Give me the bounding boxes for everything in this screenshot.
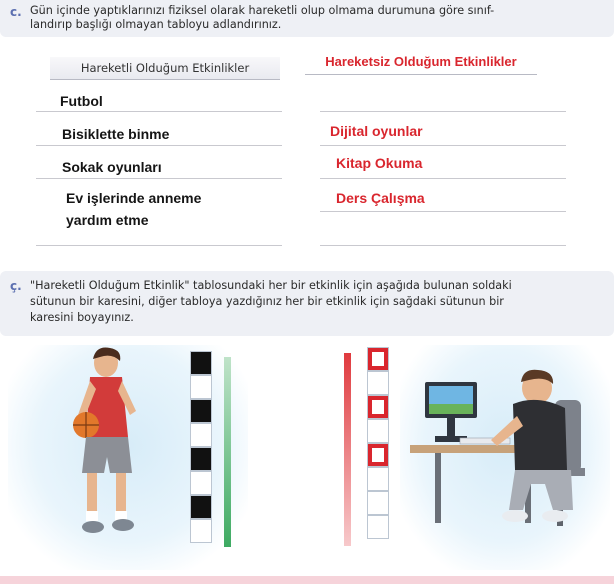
left-row-line xyxy=(36,111,282,112)
right-row-line xyxy=(320,245,566,246)
left-item-futbol: Futbol xyxy=(60,93,103,109)
next-section-strip xyxy=(0,576,614,584)
painted-square xyxy=(368,396,388,418)
left-item-sokak-oyunlari: Sokak oyunları xyxy=(62,159,162,175)
painted-square xyxy=(191,496,211,518)
boy-dribbling-basketball-icon xyxy=(60,345,170,545)
section-cc-instruction xyxy=(30,278,605,326)
section-cc-instruction-line: karesini boyayınız. xyxy=(30,311,134,324)
section-c-badge: c. xyxy=(10,5,22,19)
right-column-square[interactable] xyxy=(367,515,389,539)
painted-square xyxy=(191,400,211,422)
left-row-line xyxy=(36,178,282,179)
left-table-header: Hareketli Olduğum Etkinlikler xyxy=(50,57,280,80)
left-activity-column xyxy=(190,351,212,546)
right-row-line xyxy=(320,178,566,179)
right-column-square[interactable] xyxy=(367,491,389,515)
right-column-square[interactable] xyxy=(367,467,389,491)
left-item-ev-isleri-line2: yardım etme xyxy=(66,212,149,228)
right-row-line xyxy=(320,145,566,146)
section-c-instruction xyxy=(30,4,605,32)
painted-square xyxy=(191,352,211,374)
painted-square xyxy=(191,448,211,470)
right-table-header: Hareketsiz Olduğum Etkinlikler xyxy=(305,52,537,75)
section-cc-instruction-line: sütunun bir karesini, diğer tabloya yazdığınız her bir etkinlik için sağdaki sütunun bir xyxy=(30,295,504,308)
right-row-line xyxy=(320,111,566,112)
green-meter-bar xyxy=(224,357,231,547)
right-item-ders-calisma: Ders Çalışma xyxy=(336,190,425,206)
left-column-square[interactable] xyxy=(190,471,212,495)
left-row-line xyxy=(36,245,282,246)
left-item-ev-isleri-line1: Ev işlerinde anneme xyxy=(66,190,202,206)
left-column-square[interactable] xyxy=(190,519,212,543)
left-item-bisiklet: Bisiklette binme xyxy=(62,126,170,142)
boy-at-computer-icon xyxy=(405,360,605,550)
right-item-kitap-okuma: Kitap Okuma xyxy=(336,155,423,171)
section-c-instruction-line: Gün içinde yaptıklarınızı fiziksel olarak hareketli olup olmama durumuna göre sınıf- xyxy=(30,4,495,17)
section-cc-instruction-line: "Hareketli Olduğum Etkinlik" tablosundaki her bir etkinlik için aşağıda bulunan soldaki xyxy=(30,279,512,292)
painted-square xyxy=(368,348,388,370)
right-activity-column xyxy=(367,347,389,542)
left-column-square[interactable] xyxy=(190,423,212,447)
right-column-square[interactable] xyxy=(367,419,389,443)
right-item-dijital-oyunlar: Dijital oyunlar xyxy=(330,123,423,139)
painted-square xyxy=(368,444,388,466)
section-c-instruction-line: landırıp başlığı olmayan tabloyu adlandırınız. xyxy=(30,18,282,31)
left-column-square[interactable] xyxy=(190,375,212,399)
section-cc-badge: ç. xyxy=(10,279,22,293)
red-meter-bar xyxy=(344,353,351,546)
left-row-line xyxy=(36,145,282,146)
right-column-square[interactable] xyxy=(367,371,389,395)
right-row-line xyxy=(320,211,566,212)
